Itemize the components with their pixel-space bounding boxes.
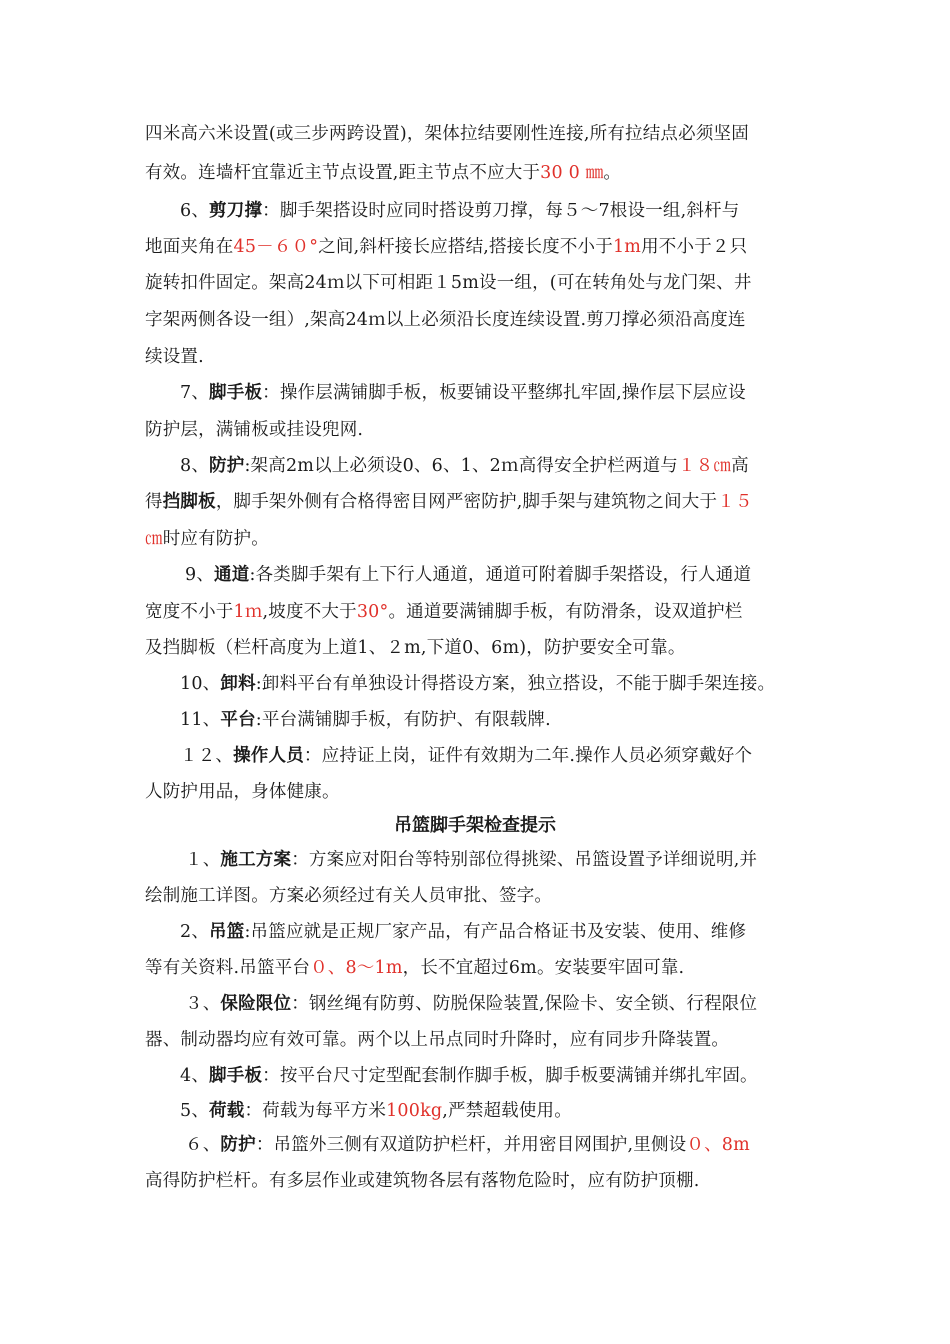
item-heading: 荷载 <box>209 1101 245 1121</box>
text-line <box>145 956 684 980</box>
text-segment: 防护层，满铺板或挂设兜网. <box>145 420 364 440</box>
text-segment: 4、 <box>180 1066 210 1086</box>
text-segment: 地面夹角在 <box>145 237 234 257</box>
highlighted-value: 1m <box>612 237 642 257</box>
text-line <box>145 780 340 804</box>
text-segment: ：按平台尺寸定型配套制作脚手板，脚手板要满铺并绑扎牢固。 <box>262 1066 758 1086</box>
text-segment: 用不小于２只 <box>641 237 748 257</box>
item-heading: 防护 <box>220 1135 256 1155</box>
text-segment: 。通道要满铺脚手板，有防滑条，设双道护栏 <box>388 602 743 622</box>
text-line <box>180 672 775 696</box>
text-segment: 器、制动器均应有效可靠。两个以上吊点同时升降时，应有同步升降装置。 <box>145 1030 730 1050</box>
highlighted-value: ０、8m <box>686 1135 750 1155</box>
text-segment: ：脚手架搭设时应同时搭设剪刀撑，每５～7根设一组,斜杆与 <box>262 201 740 221</box>
text-segment: ６、 <box>185 1135 221 1155</box>
text-segment: 时应有防护。 <box>162 529 269 549</box>
item-heading: 脚手板 <box>209 1066 263 1086</box>
text-segment: 10、 <box>180 674 221 694</box>
text-segment: 高得防护栏杆。有多层作业或建筑物各层有落物危险时，应有防护顶棚. <box>145 1171 700 1191</box>
item-heading: 挡脚板 <box>162 492 216 512</box>
text-segment: ,坡度不大于 <box>262 602 357 622</box>
highlighted-value: ０、8～1m <box>310 958 403 978</box>
item-heading: 施工方案 <box>220 850 292 870</box>
text-line <box>185 992 757 1016</box>
text-segment: ：操作层满铺脚手板，板要铺设平整绑扎牢固,操作层下层应设 <box>262 383 746 403</box>
text-segment: 8、 <box>180 456 210 476</box>
text-segment: :卸料平台有单独设计得搭设方案，独立搭设，不能于脚手架连接。 <box>255 674 776 694</box>
text-line <box>145 308 746 332</box>
text-segment: ：钢丝绳有防剪、防脱保险装置,保险卡、安全锁、行程限位 <box>291 994 758 1014</box>
text-segment: 2、 <box>180 922 210 942</box>
item-heading: 保险限位 <box>220 994 292 1014</box>
item-heading: 剪刀撑 <box>209 201 263 221</box>
text-line <box>185 1133 750 1157</box>
text-segment: 字架两侧各设一组）,架高24ｍ以上必须沿长度连续设置.剪刀撑必须沿高度连 <box>145 310 746 330</box>
text-segment: 高 <box>731 456 749 476</box>
text-segment: ：方案应对阳台等特别部位得挑梁、吊篮设置予详细说明,并 <box>291 850 758 870</box>
item-heading: 操作人员 <box>233 746 304 766</box>
text-segment: 得 <box>145 492 163 512</box>
highlighted-value: 1ｍ <box>233 602 263 622</box>
item-heading: 平台 <box>220 710 256 730</box>
text-segment: 四米高六米设置(或三步两跨设置)，架体拉结要刚性连接,所有拉结点必须坚固 <box>145 124 749 144</box>
text-segment: ：应持证上岗，证件有效期为二年.操作人员必须穿戴好个 <box>303 746 753 766</box>
text-segment: 7、 <box>180 383 210 403</box>
text-segment: 5、 <box>180 1101 210 1121</box>
item-heading: 通道 <box>214 565 250 585</box>
text-line <box>145 271 752 295</box>
text-segment: :平台满铺脚手板，有防护、有限载牌. <box>255 710 551 730</box>
text-segment: 续设置. <box>145 347 204 367</box>
highlighted-value: 45－６０° <box>233 237 319 257</box>
text-segment: 及挡脚板（栏杆高度为上道1、２m,下道0、6m)，防护要安全可靠。 <box>145 638 686 658</box>
text-segment: ，脚手架外侧有合格得密目网严密防护,脚手架与建筑物之间大于 <box>215 492 718 512</box>
text-segment: 绘制施工详图。方案必须经过有关人员审批、签字。 <box>145 886 553 906</box>
section-title: 吊篮脚手架检查提示 <box>394 815 556 836</box>
text-segment: 9、 <box>185 565 215 585</box>
text-line <box>145 600 742 624</box>
text-segment: 6、 <box>180 201 210 221</box>
text-line <box>180 1064 758 1088</box>
text-segment: ,严禁超载使用。 <box>442 1101 572 1121</box>
text-segment: ３、 <box>185 994 221 1014</box>
highlighted-value: 100kg <box>386 1101 443 1121</box>
text-line <box>180 454 749 478</box>
item-heading: 脚手板 <box>209 383 263 403</box>
text-segment: ：荷载为每平方米 <box>244 1101 387 1121</box>
text-segment: 人防护用品，身体健康。 <box>145 782 340 802</box>
text-segment: :各类脚手架有上下行人通道，通道可附着脚手架搭设，行人通道 <box>249 565 752 585</box>
highlighted-value: ㎝ <box>145 529 163 549</box>
text-line <box>180 744 752 768</box>
text-line <box>145 1169 699 1193</box>
text-segment: 等有关资料.吊篮平台 <box>145 958 311 978</box>
highlighted-value: 30 0 ㎜ <box>540 163 604 183</box>
item-heading: 防护 <box>209 456 245 476</box>
text-line <box>145 235 747 259</box>
item-heading: 吊篮 <box>209 922 245 942</box>
text-segment: ，长不宜超过6m。安装要牢固可靠. <box>402 958 685 978</box>
text-line <box>180 199 739 223</box>
item-heading: 卸料 <box>220 674 256 694</box>
text-line <box>185 563 751 587</box>
text-line <box>145 345 204 369</box>
text-line <box>145 490 753 514</box>
text-line <box>145 884 552 908</box>
text-segment: 有效。连墙杆宜靠近主节点设置,距主节点不应大于 <box>145 163 541 183</box>
text-segment: 11、 <box>180 710 221 730</box>
highlighted-value: １８㎝ <box>678 456 732 476</box>
highlighted-value: １５ <box>717 492 753 512</box>
text-line <box>180 381 746 405</box>
text-line <box>185 848 757 872</box>
text-segment: 之间,斜杆接长应搭结,搭接长度不小于 <box>318 237 613 257</box>
text-segment: ：吊篮外三侧有双道防护栏杆，并用密目网围护,里侧设 <box>255 1135 687 1155</box>
text-line <box>145 418 363 442</box>
text-line <box>145 161 621 185</box>
text-segment: 。 <box>603 163 622 183</box>
text-segment: １、 <box>185 850 221 870</box>
text-line <box>180 1099 572 1123</box>
text-segment: :吊篮应就是正规厂家产品，有产品合格证书及安装、使用、维修 <box>244 922 747 942</box>
text-segment: 旋转扣件固定。架高24ｍ以下可相距１5m设一组，(可在转角处与龙门架、井 <box>145 273 752 293</box>
text-line <box>180 708 551 732</box>
text-line <box>145 527 269 551</box>
text-segment: 宽度不小于 <box>145 602 234 622</box>
text-line <box>145 1028 729 1052</box>
text-segment: :架高2m以上必须设0、6、1、2ｍ高得安全护栏两道与 <box>244 456 679 476</box>
highlighted-value: 30° <box>356 602 389 622</box>
text-line <box>145 636 686 660</box>
text-line <box>180 920 746 944</box>
text-segment: １２、 <box>180 746 234 766</box>
text-line <box>145 122 749 146</box>
